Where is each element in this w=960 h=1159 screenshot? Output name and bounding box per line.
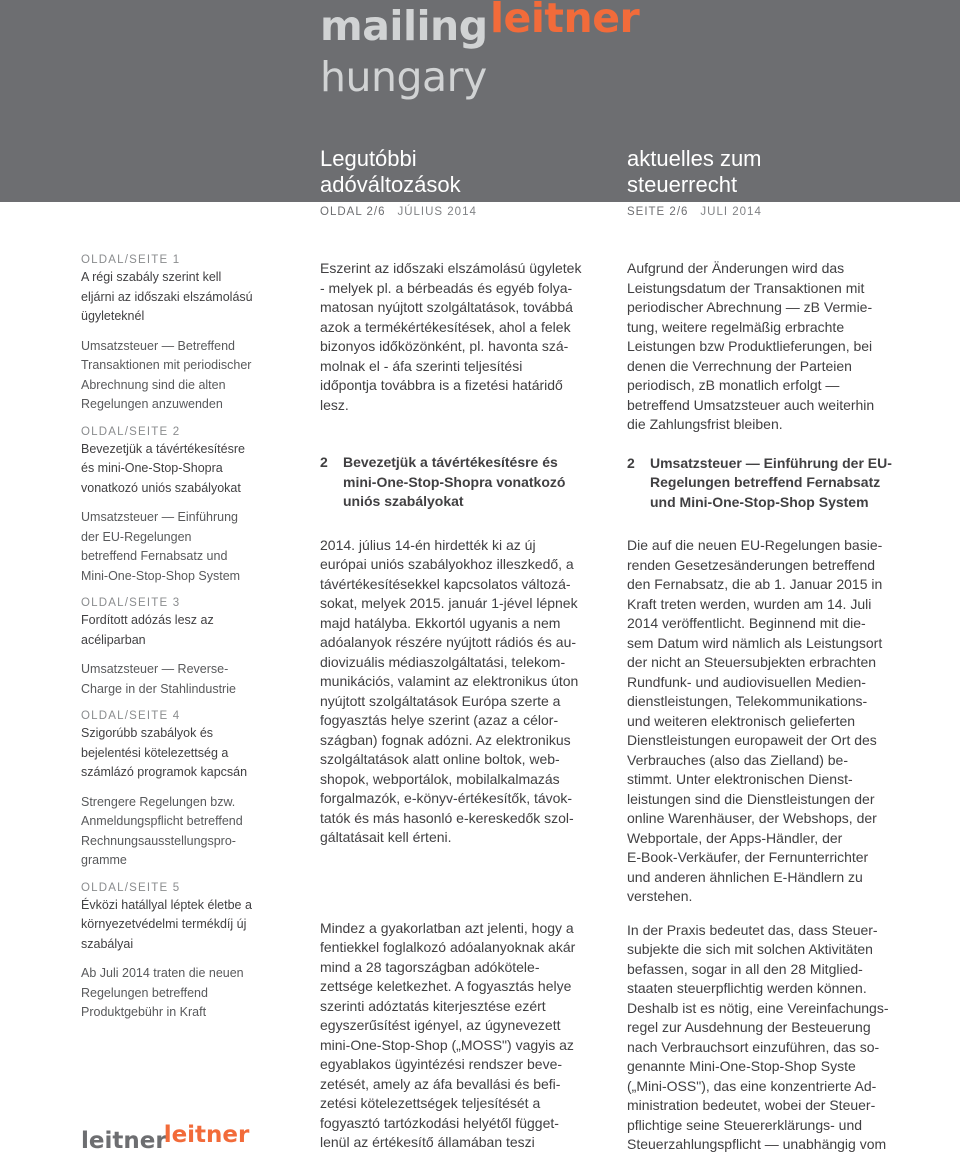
toc-entry-de: Ab Juli 2014 traten die neuen Regelungen betreffend Produktgebühr in Kraft	[81, 966, 244, 1019]
toc-heading: OLDAL/SEITE 2	[81, 425, 181, 438]
section-heading	[320, 453, 612, 512]
toc-entry-hu: Szigorúbb szabályok és bejelentési kötelezettség a számlázó programok kapcsán	[81, 726, 248, 779]
subtitle-hungarian	[320, 206, 477, 218]
paragraph: Eszerint az időszaki elszámolású ügyletek - melyek pl. a bérbeadás és egyéb folya- matosan nyújtott szolgáltatások, továbbá azok a termékértékesítések, ahol a felek bizonyos időközönként, pl. havonta szá- molnak el - áfa szerinti teljesítési időpontja továbbra is a fizetési határidő lesz.	[320, 260, 582, 413]
toc-entry-hu: A régi szabály szerint kell eljárni az időszaki elszámolású ügyleteknél	[81, 270, 253, 323]
paragraph: 2014. július 14-én hirdették ki az új európai uniós szabályokhoz illeszkedő, a távértékesítésekkel kapcsolatos változá- sokat, melyek 2015. január 1-jével lépnek majd hatályba. Ekkortól ugyanis a nem adóalanyok részére nyújtott rádiós és au- diovizuális médiaszolgáltatási, telekom- munikációs, valamint az elektronikus úton nyújtott szolgáltatások Európa szerte a fogyasztás helye szerint (azaz a célor- szágban) fognak adózni. Az elektronikus szolgáltatások alatt online boltok, web- shopok, webportálok, mobilalkalmazás forgalmazók, e-könyv-értékesítők, távok- tatók és más hasonló e-kereskedők szol- gáltatásait kell érteni.	[320, 536, 579, 845]
toc-entry-de: Strengere Regelungen bzw. Anmeldungspflicht betreffend Rechnungsausstellungspro- gramme	[81, 794, 243, 867]
toc-section	[81, 424, 286, 587]
toc-section	[81, 880, 286, 1023]
paragraph: Aufgrund der Änderungen wird das Leistungsdatum der Transaktionen mit periodischer Abrechnung — zB Vermie- tung, weitere regelmäßig erbrachte Leistungen bzw Produktlieferungen, bei denen die Verrechnung der Parteien periodisch, zB monatlich erfolgt — betreffend Umsatzsteuer auch weiterhin die Zahlungsfrist bleiben.	[627, 260, 875, 432]
section-title: Bevezetjük a távértékesítésre és mini-One-Stop-Shopra vonatkozó uniós szabályokat	[343, 454, 566, 509]
title-hungarian: Legutóbbi adóváltozások	[320, 146, 461, 197]
toc-entry-hu: Fordított adózás lesz az acéliparban	[81, 613, 214, 647]
paragraph: In der Praxis bedeutet das, dass Steuer- subjekte die sich mit solchen Aktivitäten befassen, sogar in all den 28 Mitglied- staaten steuerpflichtig werden können. Deshalb ist es nötig, eine Vereinfachungs- regel zur Ausdehnung der Besteuerung nach Verbrauchsort einzuführen, das so- genannte Mini-One-Stop-Shop Syste („Mini-OSS"), das eine konzentrierte Ad- ministration bedeutet, wobei der Steuer- pflichtige seine Steuererklärungs- und Steuerzahlungspflicht — unabhängig vom	[627, 921, 889, 1152]
issue-date-de: JULI 2014	[700, 206, 762, 218]
toc-section	[81, 595, 286, 699]
paragraph: Mindez a gyakorlatban azt jelenti, hogy a fentiekkel foglalkozó adóalanyoknak akár mind a 28 tagországban adókötele- zettsége keletkezhet. A fogyasztás helye szerinti adóztatás kiterjesztése ezért egyszerűsítést igényel, az úgynevezett mini-One-Stop-Shop („MOSS") vagyis az egyablakos ügyintézési rendszer beve- zetését, amely az áfa bevallási és befi- zetési kötelezettségek teljesítését a fogyasztó tartózkodási helyétől függet- lenül az értékesítő államában teszi	[320, 919, 576, 1150]
footer-logo	[81, 1122, 250, 1154]
toc-entry-de: Umsatzsteuer — Reverse- Charge in der Stahlindustrie	[81, 662, 236, 696]
paragraph: Die auf die neuen EU-Regelungen basie- renden Gesetzesänderungen betreffend den Fernabsatz, die ab 1. Januar 2015 in Kraft treten werden, wurden am 14. Juli 2014 veröffentlicht. Beginnend mit die- sem Datum wird nämlich als Leistungsort der nicht an Steuersubjekten erbrachten Rundfunk- und audiovisuellen Medien- dienstleistungen, Telekommunikations- und weiteren elektronisch gelieferten Dienstleistungen europaweit der Ort des Verbrauches (also das Zielland) be- stimmt. Unter elektronischen Dienst- leistungen sind die Dienstleistungen der online Warenhäuser, der Webshops, der Webportale, der Apps-Händler, der E-Book-Verkäufer, der Fernunterrichter und anderen ähnlichen E-Händlern zu verstehen.	[627, 537, 883, 904]
toc-heading: OLDAL/SEITE 3	[81, 597, 181, 609]
article-column-hungarian	[320, 259, 612, 1153]
title-german: aktuelles zum steuerrecht	[627, 146, 762, 197]
toc-section	[81, 708, 286, 871]
footer-logo-orange: leitner	[163, 1122, 250, 1148]
issue-date-hu: JÚLIUS 2014	[397, 206, 477, 218]
toc-entry-hu: Bevezetjük a távértékesítésre és mini-One-Stop-Shopra vonatkozó uniós szabályokat	[81, 441, 245, 495]
footer-logo-gray: leitner	[81, 1128, 167, 1154]
toc-entry-hu: Évközi hatállyal léptek életbe a környezetvédelmi termékdíj új szabályai	[81, 897, 252, 951]
article-column-german	[627, 259, 919, 1155]
page-number-de: SEITE 2/6	[627, 206, 689, 218]
toc-entry-de: Umsatzsteuer — Betreffend Transaktionen mit periodischer Abrechnung sind die alten Regelungen anzuwenden	[81, 338, 252, 411]
logo-mailing: mailing	[320, 2, 488, 50]
table-of-contents	[81, 252, 286, 1032]
page-number-hu: OLDAL 2/6	[320, 206, 386, 218]
logo-hungary: hungary	[320, 53, 487, 101]
subtitle-german	[627, 206, 762, 218]
section-title: Umsatzsteuer — Einführung der EU- Regelungen betreffend Fernabsatz und Mini-One-Stop-Shop System	[650, 454, 892, 510]
section-heading	[627, 454, 919, 513]
toc-heading: OLDAL/SEITE 4	[81, 710, 181, 722]
toc-section	[81, 252, 286, 415]
section-number: 2	[320, 454, 328, 470]
logo-leitner: leitner	[490, 0, 640, 42]
toc-entry-de: Umsatzsteuer — Einführung der EU-Regelungen betreffend Fernabsatz und Mini-One-Stop-Shop System	[81, 510, 241, 583]
toc-heading: OLDAL/SEITE 5	[81, 881, 181, 894]
section-number: 2	[627, 454, 635, 471]
toc-heading: OLDAL/SEITE 1	[81, 254, 181, 266]
